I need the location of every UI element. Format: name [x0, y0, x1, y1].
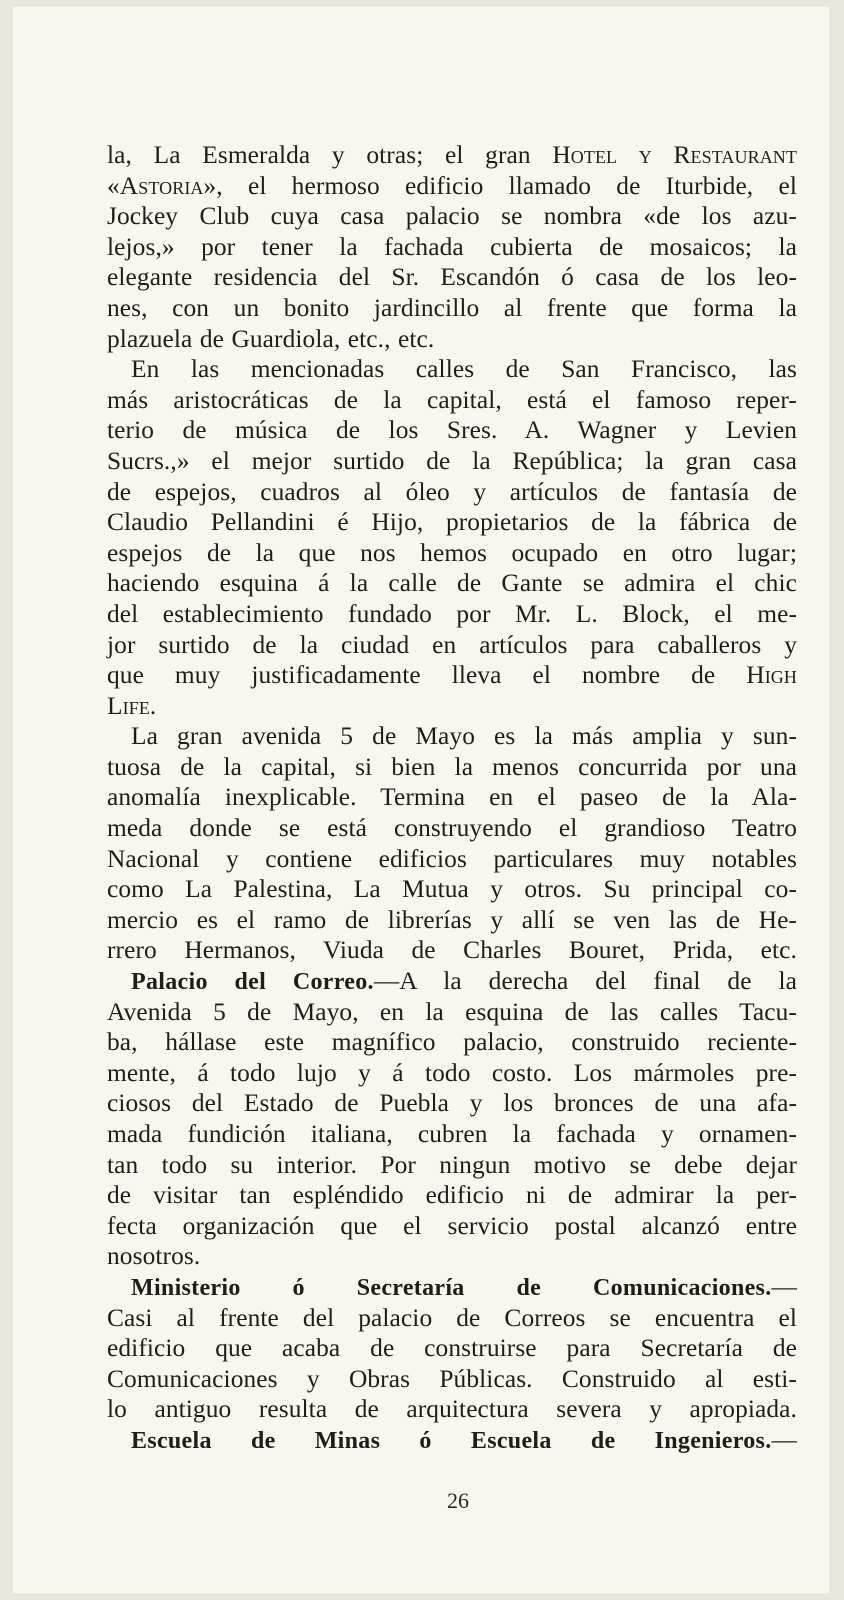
text-line — [107, 538, 797, 569]
text-run: Jockey Club cuya casa palacio se nombra «de los azu- — [107, 202, 797, 231]
text-line — [107, 905, 797, 936]
text-run: haciendo esquina á la calle de Gante se admira el chic — [107, 569, 797, 598]
small-caps-text: High — [746, 661, 797, 690]
text-run: de visitar tan espléndido edificio ni de admirar la per- — [107, 1181, 797, 1210]
text-run: que muy justificadamente lleva el nombre de — [107, 661, 747, 690]
text-run: como La Palestina, La Mutua y otros. Su principal co- — [107, 875, 797, 904]
text-run: », el hermoso edificio llamado de Iturbide, el — [203, 171, 797, 200]
text-run: de espejos, cuadros al óleo y artículos de fantasía de — [107, 477, 797, 506]
text-run: Nacional y contiene edificios particulares muy notables — [107, 844, 797, 873]
text-line — [107, 1211, 797, 1242]
text-run: jor surtido de la ciudad en artículos para caballeros y — [107, 630, 797, 659]
text-run: nes, con un bonito jardincillo al frente que forma la — [107, 293, 797, 322]
text-run: Sucrs.,» el mejor surtido de la República; la gran casa — [107, 446, 797, 475]
text-line — [107, 1272, 797, 1303]
text-line — [107, 752, 797, 783]
page-number: 26 — [447, 1488, 469, 1513]
text-line — [107, 630, 797, 661]
text-line — [107, 354, 797, 385]
text-line — [107, 1180, 797, 1211]
text-run: mada fundición italiana, cubren la fachada y ornamen- — [107, 1120, 797, 1148]
section-heading: Escuela de Minas ó Escuela de Ingenieros. — [131, 1427, 772, 1454]
text-run: edificio que acaba de construirse para Secretaría de — [107, 1334, 797, 1363]
text-run: del establecimiento fundado por Mr. L. Block, el me- — [107, 599, 797, 628]
small-caps-text: Hotel y Restaurant — [552, 141, 797, 169]
text-run: terio de música de los Sres. A. Wagner y Levien — [107, 416, 797, 445]
text-line — [107, 232, 797, 263]
text-run: « — [107, 171, 120, 200]
text-line — [107, 324, 797, 355]
text-run: Claudio Pellandini é Hijo, propietarios de la fábrica de — [107, 508, 797, 537]
text-run: ciosos del Estado de Puebla y los bronces de una afa- — [107, 1089, 797, 1118]
text-line — [107, 691, 797, 722]
section-heading: Palacio del Correo. — [131, 969, 374, 996]
text-line — [107, 966, 797, 997]
text-line — [107, 1425, 797, 1456]
text-line — [107, 568, 797, 599]
text-run: lo antiguo resulta de arquitectura severa y apropiada. — [107, 1395, 797, 1424]
text-line — [107, 813, 797, 844]
text-run: —A la derecha del final de la — [373, 967, 797, 996]
text-line — [107, 477, 797, 508]
text-line — [107, 446, 797, 477]
text-line — [107, 293, 797, 324]
book-page — [12, 6, 830, 1594]
text-run: — — [771, 1425, 797, 1454]
text-line — [107, 1088, 797, 1119]
text-line — [107, 1364, 797, 1395]
text-run: nosotros. — [107, 1242, 201, 1271]
text-run: tuosa de la capital, si bien la menos concurrida por una — [107, 752, 797, 781]
text-line — [107, 171, 797, 202]
text-line — [107, 1303, 797, 1334]
text-run: rrero Hermanos, Viuda de Charles Bouret, Prida, etc. — [107, 936, 797, 965]
text-line — [107, 721, 797, 752]
text-line — [107, 660, 797, 691]
text-run: En las mencionadas calles de San Francisco, las — [131, 355, 797, 384]
text-run: la, La Esmeralda y otras; el gran — [107, 141, 553, 169]
text-run: Casi al frente del palacio de Correos se encuentra el — [107, 1303, 797, 1332]
text-run: plazuela de Guardiola, etc., etc. — [107, 324, 435, 353]
text-run: elegante residencia del Sr. Escandón ó casa de los leo- — [107, 263, 797, 292]
text-line — [107, 874, 797, 905]
text-run: — — [771, 1272, 797, 1301]
text-run: lejos,» por tener la fachada cubierta de mosaicos; la — [107, 232, 797, 261]
text-run: espejos de la que nos hemos ocupado en otro lugar; — [107, 538, 797, 567]
body-text — [107, 140, 797, 1456]
text-line — [107, 262, 797, 293]
text-run: Comunicaciones y Obras Públicas. Construido al esti- — [107, 1364, 797, 1393]
small-caps-text: Astoria — [119, 171, 204, 200]
text-line — [107, 507, 797, 538]
text-run: meda donde se está construyendo el grandioso Teatro — [107, 814, 797, 843]
text-line — [107, 844, 797, 875]
text-line — [107, 201, 797, 232]
text-line — [107, 1027, 797, 1058]
text-line — [107, 385, 797, 416]
small-caps-text: Life — [107, 691, 150, 720]
text-run: mercio es el ramo de librerías y allí se ven las de He- — [107, 905, 797, 934]
text-line — [107, 1394, 797, 1425]
text-run: ba, hállase este magnífico palacio, construido reciente- — [107, 1028, 797, 1057]
section-heading: Ministerio ó Secretaría de Comunicaciones. — [131, 1274, 772, 1301]
text-line — [107, 415, 797, 446]
text-run: Avenida 5 de Mayo, en la esquina de las calles Tacu- — [107, 997, 797, 1026]
text-run: más aristocráticas de la capital, está el famoso reper- — [107, 385, 797, 414]
text-run: . — [149, 691, 157, 720]
text-line — [107, 1119, 797, 1150]
text-line — [107, 997, 797, 1028]
text-line — [107, 140, 797, 171]
text-line — [107, 1058, 797, 1089]
text-line — [107, 1333, 797, 1364]
text-line — [107, 935, 797, 966]
text-line — [107, 1150, 797, 1181]
text-run: tan todo su interior. Por ningun motivo se debe dejar — [107, 1150, 797, 1179]
text-line — [107, 1241, 797, 1272]
text-line — [107, 782, 797, 813]
text-run: mente, á todo lujo y á todo costo. Los mármoles pre- — [107, 1058, 797, 1087]
text-run: fecta organización que el servicio postal alcanzó entre — [107, 1211, 797, 1240]
text-run: anomalía inexplicable. Termina en el paseo de la Ala- — [107, 783, 797, 812]
text-line — [107, 599, 797, 630]
text-run: La gran avenida 5 de Mayo es la más amplia y sun- — [131, 722, 797, 751]
